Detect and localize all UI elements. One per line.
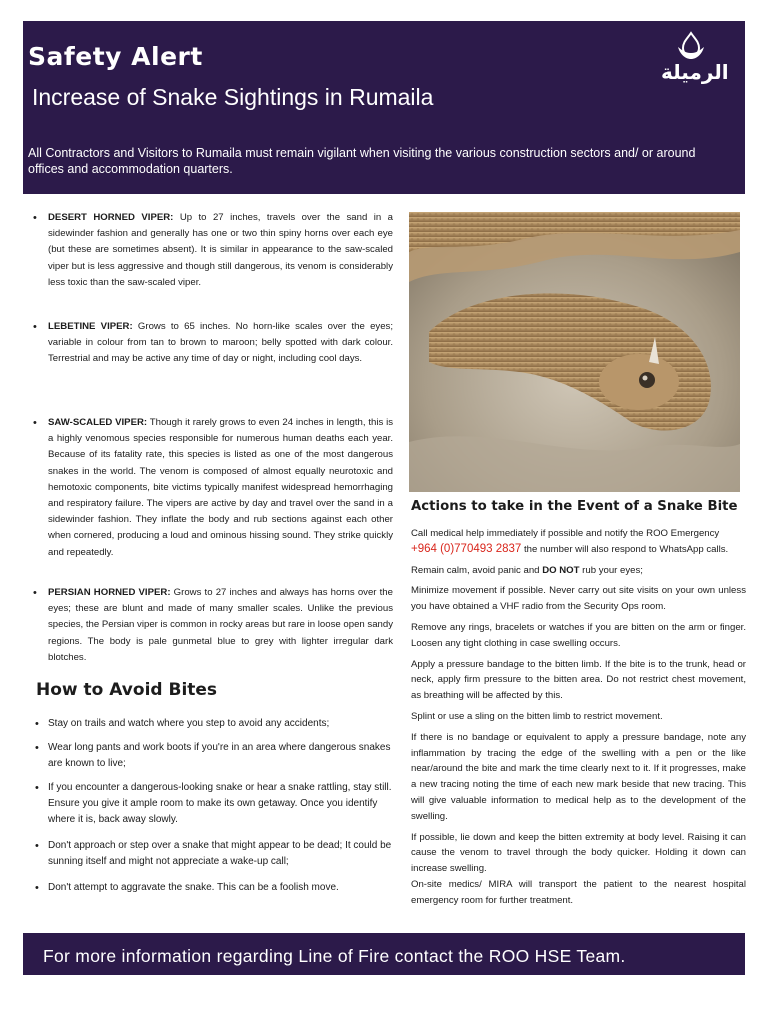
bullet-icon: • (35, 742, 39, 754)
viper-description: Up to 27 inches, travels over the sand in a sidewinder fashion and generally has one or two thin spiny horns over each eye (but these are sometimes absent). It is similar in appearance to the saw-scaled viper but is less aggressive and though still dangerous, its venom is considerably less toxic than the saw-scaled viper. (48, 212, 393, 288)
actions-section (411, 499, 746, 914)
viper-item-desert-horned (30, 210, 393, 291)
call-text: Call medical help immediately if possible and notify the ROO Emergency (411, 528, 720, 539)
list-item (30, 880, 393, 896)
alert-label: Safety Alert (28, 42, 203, 71)
viper-description: Though it rarely grows to even 24 inches in length, this is a highly venomous species responsible for numerous human deaths each year. Because of its fatality rate, this species is listed as one of the most dangerous snakes in the world. The venom is composed of almost equally neurotoxic and hemotoxic components, bite victims typically manifest widespread hemorrhaging and respiratory failure. The vipers are active by day and travel over the sand in a sidewinder fashion. They inflate the body and rub sections against each other when cornered, producing a loud and ominous hissing sound. They strike quickly and repeatedly. (48, 417, 394, 558)
avoid-bites-heading: How to Avoid Bites (36, 680, 218, 700)
list-item (30, 780, 393, 828)
phone-note: the number will also respond to WhatsApp calls. (523, 543, 729, 555)
bullet-icon: • (35, 782, 39, 794)
page-title: Increase of Snake Sightings in Rumaila (32, 84, 434, 110)
viper-description: Grows to 27 inches and always has horns over the eyes; these are blunt and made of many smaller scales. Unlike the previous species, the Persian viper is common in rocky areas but rare in loose open sandy regions. The body is pale gunmetal blue to grey with lighter irregular dark blotches. (48, 587, 394, 663)
calm-text-end: rub your eyes; (579, 564, 643, 576)
tip-text: Don't attempt to aggravate the snake. This can be a foolish move. (48, 882, 339, 893)
calm-emphasis: DO NOT (542, 564, 580, 576)
action-remain-calm (411, 563, 746, 579)
action-item: Minimize movement if possible. Never carry out site visits on your own unless you have obtained a VHF radio from the Security Ops room. (411, 585, 746, 613)
bullet-icon: • (35, 718, 39, 730)
flame-drop-icon (674, 31, 708, 61)
action-item: Apply a pressure bandage to the bitten limb. If the bite is to the trunk, head or neck, apply firm pressure to the bitten area. Do not restrict chest movement, as breathing will be affected by this. (411, 658, 746, 702)
list-item (30, 838, 393, 870)
action-item: Remove any rings, bracelets or watches if you are bitten on the arm or finger. Loosen any tight clothing in case swelling occurs. (411, 621, 746, 649)
snake-photo (409, 212, 740, 492)
viper-name: DESERT HORNED VIPER: (48, 212, 174, 223)
bullet-icon: • (35, 882, 39, 894)
viper-name: LEBETINE VIPER: (48, 321, 133, 332)
list-item (30, 716, 393, 732)
footer-banner (23, 933, 745, 975)
bullet-icon: • (33, 587, 37, 599)
list-item (30, 740, 393, 772)
intro-text: All Contractors and Visitors to Rumaila must remain vigilant when visiting the various construction sectors and/ or around offices and accommodation quarters. (28, 146, 696, 176)
viper-description: Grows to 65 inches. No horn-like scales over the eyes; variable in colour from tan to brown to maroon; belly spotted with dark colour. Terrestrial and may be active any time of day or night, including cool days. (48, 321, 394, 365)
bullet-icon: • (35, 840, 39, 852)
actions-heading: Actions to take in the Event of a Snake Bite (411, 499, 738, 514)
calm-text: Remain calm, avoid panic and (411, 564, 543, 576)
action-final: On-site medics/ MIRA will transport the patient to the nearest hospital emergency room for further treatment. (411, 878, 746, 906)
bullet-icon: • (33, 212, 37, 224)
emergency-phone: +964 (0)770493 2837 (411, 542, 522, 555)
viper-name: SAW-SCALED VIPER: (48, 417, 148, 428)
bullet-icon: • (33, 321, 37, 333)
company-logo (661, 31, 729, 97)
action-call-help (411, 526, 746, 558)
tip-text: Stay on trails and watch where you step to avoid any accidents; (48, 718, 330, 729)
footer-text: For more information regarding Line of Fire contact the ROO HSE Team. (43, 946, 626, 966)
action-item: Splint or use a sling on the bitten limb to restrict movement. (411, 710, 663, 722)
logo-text: الرميلة (661, 60, 729, 84)
viper-item-lebetine (30, 319, 393, 368)
bullet-icon: • (33, 417, 37, 429)
action-item: If there is no bandage or equivalent to apply a pressure bandage, note any inflammation by tracing the edge of the swelling with a pen or the like near/around the bite and mark the time clearly next to it. If it progresses, make a new tracing noting the time of each new mark beside that new tracing. This will give valuable information to medical help as to the development of the swelling. (411, 731, 746, 822)
tip-text: Wear long pants and work boots if you're in an area where dangerous snakes are known to live; (48, 742, 391, 769)
action-item: If possible, lie down and keep the bitten extremity at body level. Raising it can cause the venom to travel through the body quicker. Holding it down can increase swelling. (411, 831, 746, 875)
viper-item-saw-scaled (30, 415, 393, 561)
tip-text: If you encounter a dangerous-looking snake or hear a snake rattling, stay still. Ensure you give it ample room to make its own getaway. Once you identify where it is, back away slowly. (48, 782, 392, 825)
viper-item-persian-horned (30, 585, 393, 666)
viper-name: PERSIAN HORNED VIPER: (48, 587, 171, 598)
tip-text: Don't approach or step over a snake that might appear to be dead; It could be sunning itself and might not appreciate a wake-up call; (48, 840, 392, 867)
header-banner (23, 21, 745, 194)
